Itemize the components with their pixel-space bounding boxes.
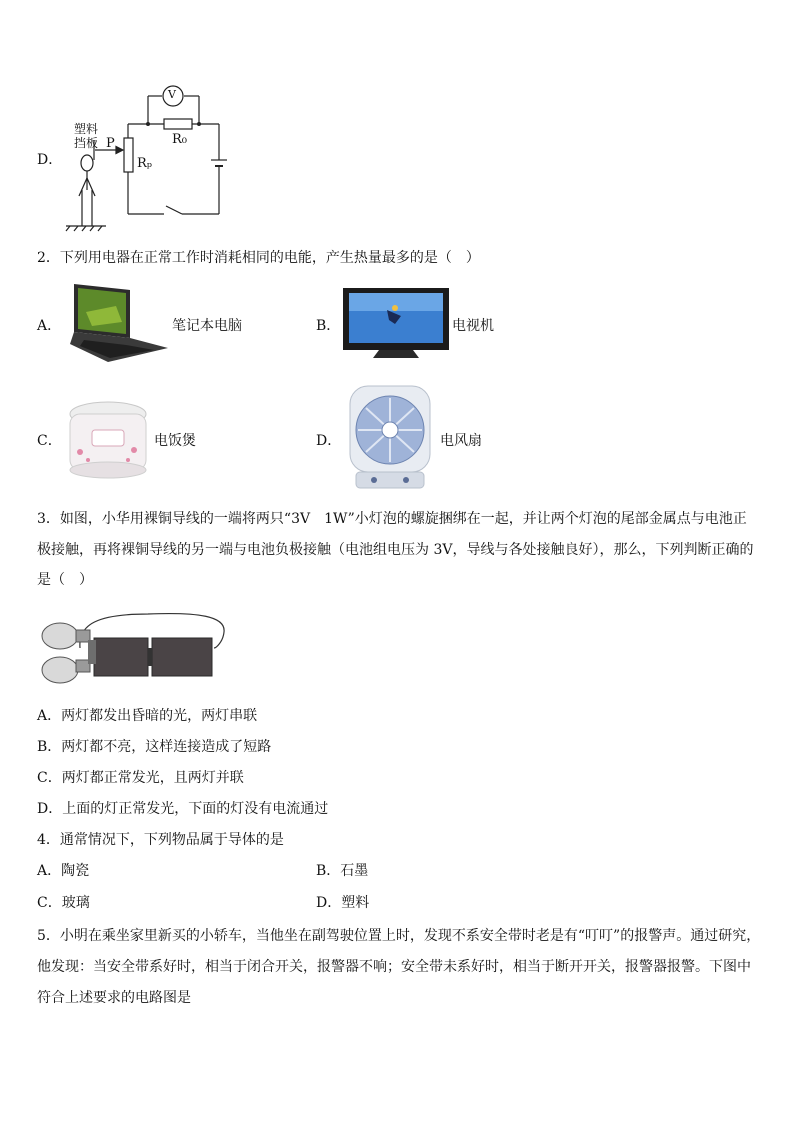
q3-stem-line3: 是（ ） <box>37 572 93 588</box>
q2-option-a-letter: A． <box>37 318 62 334</box>
q3-option-a: A．两灯都发出昏暗的光，两灯串联 <box>37 708 258 724</box>
rice-cooker-icon <box>62 400 154 480</box>
r0-label: R₀ <box>172 132 187 147</box>
q4-option-b: B．石墨 <box>316 863 369 879</box>
laptop-icon <box>66 282 170 368</box>
voltmeter-label: V <box>168 88 176 101</box>
q5-stem-line1: 5．小明在乘坐家里新买的小轿车，当他坐在副驾驶位置上时，发现不系安全带时老是有“叮叮”的报警声。通过研究， <box>37 928 761 944</box>
q3-option-c: C．两灯都正常发光，且两灯并联 <box>37 770 244 786</box>
q3-stem-line1: 3．如图，小华用裸铜导线的一端将两只“3V 1W”小灯泡的螺旋捆绑在一起，并让两个灯泡的尾部金属点与电池正 <box>37 511 747 527</box>
q5-stem-line2: 他发现：当安全带系好时，相当于闭合开关，报警器不响；安全带未系好时，相当于断开开关，报警器报警。下图中 <box>37 959 751 975</box>
q3-option-d: D．上面的灯正常发光，下面的灯没有电流通过 <box>37 801 329 817</box>
television-icon <box>343 288 449 360</box>
bulb-bottom-icon <box>42 657 78 683</box>
q1-option-d-letter: D． <box>37 152 63 168</box>
bulbs-battery-photo <box>38 608 228 690</box>
slider-p-label: P <box>106 136 115 151</box>
plate-label-1: 塑料 <box>74 122 99 136</box>
q2-option-d-letter: D． <box>316 433 342 449</box>
q2-option-c-letter: C． <box>37 433 62 449</box>
rp-label: Rₚ <box>137 156 152 171</box>
q2-option-d-text: 电风扇 <box>440 433 482 449</box>
q3-option-b: B．两灯都不亮，这样连接造成了短路 <box>37 739 272 755</box>
plate-label-2: 挡板 <box>74 136 99 150</box>
person-icon <box>81 155 93 171</box>
q4-option-c: C．玻璃 <box>37 895 90 911</box>
q4-option-a: A．陶瓷 <box>37 863 90 879</box>
q2-option-b-text: 电视机 <box>452 318 494 334</box>
q2-stem: 2．下列用电器在正常工作时消耗相同的电能，产生热量最多的是（ ） <box>37 250 480 266</box>
electric-fan-icon <box>344 384 436 492</box>
q4-stem: 4．通常情况下，下列物品属于导体的是 <box>37 832 284 848</box>
switch-icon <box>166 206 182 214</box>
q2-option-a-text: 笔记本电脑 <box>172 318 242 334</box>
q1-circuit-diagram <box>0 0 794 240</box>
q5-stem-line3: 符合上述要求的电路图是 <box>37 990 191 1006</box>
q2-option-c-text: 电饭煲 <box>154 433 196 449</box>
q3-stem-line2: 极接触，再将裸铜导线的另一端与电池负极接触（电池组电压为 3V，导线与各处接触良好），那么，下列判断正确的 <box>37 542 754 558</box>
resistor-rp-icon <box>124 138 133 172</box>
q4-option-d: D．塑料 <box>316 895 370 911</box>
bulb-top-icon <box>42 623 78 649</box>
q2-option-b-letter: B． <box>316 318 341 334</box>
resistor-r0-icon <box>164 119 192 129</box>
